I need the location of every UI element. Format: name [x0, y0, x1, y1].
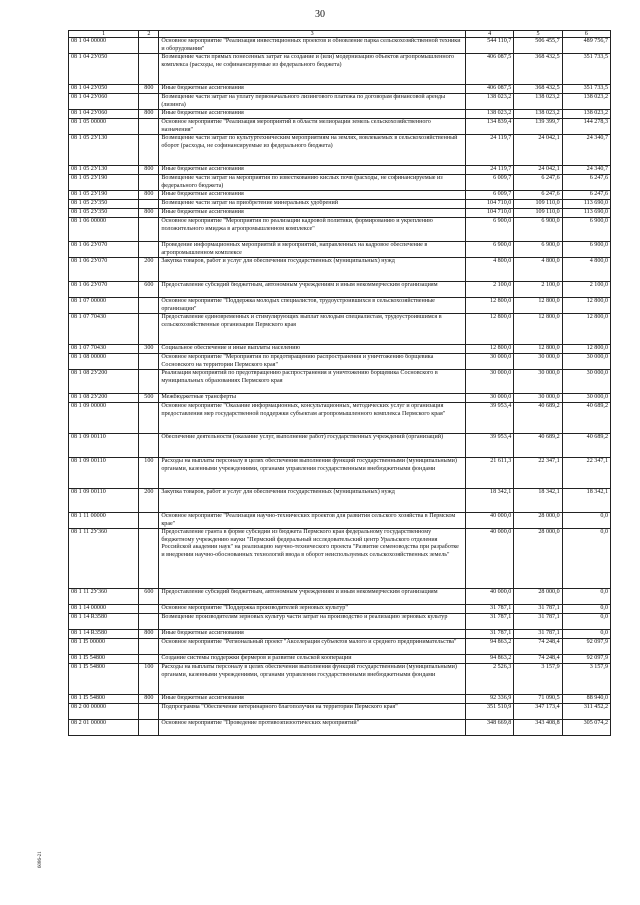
code-cell: 08 1 09 00000	[69, 403, 139, 434]
amount-2023-cell: 0,0	[562, 630, 610, 639]
amount-2021-cell: 406 087,5	[466, 54, 514, 85]
amount-2021-cell: 348 669,8	[466, 720, 514, 736]
expense-type-cell: 800	[139, 85, 159, 94]
amount-2023-cell: 30 000,0	[562, 370, 610, 394]
name-cell: Предоставление субсидий бюджетным, автономным учреждениям и иным некоммерческим организациям	[159, 282, 466, 298]
code-cell: 08 1 06 00000	[69, 218, 139, 242]
table-row	[69, 513, 611, 529]
expense-type-cell	[139, 200, 159, 209]
amount-2021-cell: 12 800,0	[466, 314, 514, 345]
amount-2023-cell: 88 940,0	[562, 695, 610, 704]
amount-2021-cell: 6 009,7	[466, 175, 514, 191]
expense-type-cell	[139, 434, 159, 458]
amount-2023-cell: 22 347,1	[562, 458, 610, 489]
code-cell: 08 1 07 70430	[69, 345, 139, 354]
amount-2021-cell: 24 119,7	[466, 135, 514, 166]
amount-2022-cell: 2 100,0	[514, 282, 562, 298]
name-cell: Предоставление единовременных и стимулирующих выплат молодым специалистам, трудоустроившимся в сельскохозяйственные организации Пермского края	[159, 314, 466, 345]
code-cell: 08 1 05 2У350	[69, 209, 139, 218]
header-cell: 1	[69, 31, 139, 38]
expense-type-cell	[139, 605, 159, 614]
table-row	[69, 314, 611, 345]
amount-2023-cell: 6 247,6	[562, 191, 610, 200]
amount-2022-cell: 368 432,5	[514, 85, 562, 94]
expense-type-cell	[139, 655, 159, 664]
amount-2021-cell: 31 787,1	[466, 614, 514, 630]
code-cell: 08 1 05 00000	[69, 119, 139, 135]
code-cell: 08 1 04 2У050	[69, 85, 139, 94]
name-cell: Межбюджетные трансферты	[159, 394, 466, 403]
amount-2023-cell: 3 157,9	[562, 664, 610, 695]
amount-2022-cell: 71 090,5	[514, 695, 562, 704]
name-cell: Расходы на выплаты персоналу в целях обеспечения выполнения функций государственными (муниципальными) органами, казенными учреждениями, органами управления государственными внебюджетными фондами	[159, 458, 466, 489]
expense-type-cell	[139, 242, 159, 258]
name-cell: Основное мероприятие "Мероприятия по реализации кадровой политики, формированию и укреплению положительного имиджа в агропромышленном комплексе"	[159, 218, 466, 242]
amount-2023-cell: 12 800,0	[562, 298, 610, 314]
code-cell: 08 1 05 2У130	[69, 135, 139, 166]
name-cell: Предоставление субсидий бюджетным, автономным учреждениям и иным некоммерческим организациям	[159, 589, 466, 605]
amount-2022-cell: 40 689,2	[514, 403, 562, 434]
amount-2023-cell: 2 100,0	[562, 282, 610, 298]
code-cell: 08 1 I5 54800	[69, 695, 139, 704]
amount-2021-cell: 30 000,0	[466, 370, 514, 394]
footer-code: 6086-21	[38, 851, 43, 868]
expense-type-cell	[139, 94, 159, 110]
expense-type-cell	[139, 38, 159, 54]
name-cell: Иные бюджетные ассигнования	[159, 85, 466, 94]
table-row	[69, 489, 611, 513]
amount-2022-cell: 109 110,0	[514, 200, 562, 209]
amount-2022-cell: 40 689,2	[514, 434, 562, 458]
amount-2021-cell: 21 611,3	[466, 458, 514, 489]
name-cell: Создание системы поддержки фермеров и развитие сельской кооперации	[159, 655, 466, 664]
amount-2023-cell: 12 800,0	[562, 314, 610, 345]
header-cell: 6	[562, 31, 610, 38]
amount-2021-cell: 2 526,3	[466, 664, 514, 695]
amount-2021-cell: 138 023,2	[466, 94, 514, 110]
name-cell: Закупка товаров, работ и услуг для обеспечения государственных (муниципальных) нужд	[159, 489, 466, 513]
expense-type-cell	[139, 370, 159, 394]
code-cell: 08 2 01 00000	[69, 720, 139, 736]
amount-2023-cell: 6 900,0	[562, 218, 610, 242]
amount-2023-cell: 18 342,1	[562, 489, 610, 513]
amount-2021-cell: 31 787,1	[466, 630, 514, 639]
amount-2021-cell: 31 787,1	[466, 605, 514, 614]
amount-2021-cell: 30 000,0	[466, 394, 514, 403]
table-row	[69, 458, 611, 489]
amount-2023-cell: 351 733,5	[562, 85, 610, 94]
name-cell: Основное мероприятие "Мероприятия по предотвращению распространения и уничтожению борщевика Сосновского на территории Пермского края"	[159, 354, 466, 370]
amount-2021-cell: 24 119,7	[466, 166, 514, 175]
expense-type-cell: 800	[139, 209, 159, 218]
amount-2023-cell: 311 452,2	[562, 704, 610, 720]
code-cell: 08 1 I5 54800	[69, 655, 139, 664]
amount-2021-cell: 138 023,2	[466, 110, 514, 119]
table-row	[69, 529, 611, 589]
amount-2023-cell: 489 756,7	[562, 38, 610, 54]
table-row	[69, 119, 611, 135]
amount-2022-cell: 138 023,2	[514, 94, 562, 110]
code-cell: 08 1 I5 00000	[69, 639, 139, 655]
amount-2023-cell: 12 800,0	[562, 345, 610, 354]
expense-type-cell: 800	[139, 191, 159, 200]
amount-2023-cell: 6 900,0	[562, 242, 610, 258]
amount-2022-cell: 30 000,0	[514, 370, 562, 394]
page-number: 30	[315, 9, 325, 20]
code-cell: 08 1 04 2У060	[69, 110, 139, 119]
amount-2023-cell: 30 000,0	[562, 394, 610, 403]
amount-2021-cell: 351 510,9	[466, 704, 514, 720]
header-row	[69, 31, 611, 38]
amount-2022-cell: 12 800,0	[514, 345, 562, 354]
amount-2021-cell: 104 710,0	[466, 200, 514, 209]
code-cell: 08 1 09 00110	[69, 434, 139, 458]
amount-2022-cell: 6 900,0	[514, 218, 562, 242]
name-cell: Основное мероприятие "Поддержка молодых специалистов, трудоустроившихся в сельскохозяйственные организации"	[159, 298, 466, 314]
expense-type-cell	[139, 720, 159, 736]
table-row	[69, 434, 611, 458]
amount-2023-cell: 0,0	[562, 589, 610, 605]
expense-type-cell: 100	[139, 664, 159, 695]
amount-2021-cell: 134 839,4	[466, 119, 514, 135]
amount-2022-cell: 12 800,0	[514, 314, 562, 345]
code-cell: 08 1 08 00000	[69, 354, 139, 370]
amount-2021-cell: 6 900,0	[466, 218, 514, 242]
name-cell: Иные бюджетные ассигнования	[159, 110, 466, 119]
amount-2022-cell: 368 432,5	[514, 54, 562, 85]
amount-2021-cell: 40 000,0	[466, 513, 514, 529]
amount-2022-cell: 109 110,0	[514, 209, 562, 218]
name-cell: Возмещение производителям зерновых культур части затрат на производство и реализацию зерновых культур	[159, 614, 466, 630]
table-row	[69, 589, 611, 605]
amount-2021-cell: 39 953,4	[466, 403, 514, 434]
expense-type-cell	[139, 218, 159, 242]
code-cell: 08 1 11 2У360	[69, 589, 139, 605]
amount-2022-cell: 3 157,9	[514, 664, 562, 695]
name-cell: Закупка товаров, работ и услуг для обеспечения государственных (муниципальных) нужд	[159, 258, 466, 282]
name-cell: Проведение информационных мероприятий и мероприятий, направленных на кадровое обеспечение в агропромышленном комплексе	[159, 242, 466, 258]
table-row	[69, 403, 611, 434]
table-row	[69, 282, 611, 298]
amount-2021-cell: 94 863,2	[466, 639, 514, 655]
amount-2021-cell: 406 087,5	[466, 85, 514, 94]
amount-2021-cell: 92 336,9	[466, 695, 514, 704]
expense-type-cell	[139, 298, 159, 314]
amount-2021-cell: 104 710,0	[466, 209, 514, 218]
amount-2021-cell: 94 863,2	[466, 655, 514, 664]
amount-2023-cell: 6 247,6	[562, 175, 610, 191]
code-cell: 08 1 11 00000	[69, 513, 139, 529]
table-row	[69, 38, 611, 54]
table-row	[69, 630, 611, 639]
amount-2021-cell: 544 110,7	[466, 38, 514, 54]
code-cell: 08 1 06 2У070	[69, 282, 139, 298]
code-cell: 08 1 09 00110	[69, 458, 139, 489]
name-cell: Основное мероприятие "Реализация инвестиционных проектов и обновление парка сельскохозяйственной техники и оборудования"	[159, 38, 466, 54]
amount-2021-cell: 4 800,0	[466, 258, 514, 282]
amount-2021-cell: 6 009,7	[466, 191, 514, 200]
expense-type-cell	[139, 639, 159, 655]
amount-2023-cell: 92 097,9	[562, 655, 610, 664]
amount-2022-cell: 6 247,6	[514, 175, 562, 191]
table-row	[69, 298, 611, 314]
table-row	[69, 354, 611, 370]
code-cell: 08 1 07 00000	[69, 298, 139, 314]
expense-type-cell	[139, 175, 159, 191]
code-cell: 08 1 04 2У060	[69, 94, 139, 110]
amount-2023-cell: 138 023,2	[562, 94, 610, 110]
amount-2022-cell: 74 248,4	[514, 655, 562, 664]
amount-2023-cell: 92 097,9	[562, 639, 610, 655]
code-cell: 08 1 09 00110	[69, 489, 139, 513]
name-cell: Основное мероприятие "Региональный проект "Акселерация субъектов малого и среднего предпринимательства"	[159, 639, 466, 655]
name-cell: Возмещение части затрат на приобретение минеральных удобрений	[159, 200, 466, 209]
table-row	[69, 394, 611, 403]
name-cell: Иные бюджетные ассигнования	[159, 191, 466, 200]
amount-2021-cell: 12 800,0	[466, 298, 514, 314]
amount-2023-cell: 113 690,0	[562, 209, 610, 218]
table-row	[69, 54, 611, 85]
amount-2023-cell: 0,0	[562, 529, 610, 589]
amount-2021-cell: 39 953,4	[466, 434, 514, 458]
amount-2022-cell: 74 248,4	[514, 639, 562, 655]
amount-2021-cell: 6 900,0	[466, 242, 514, 258]
amount-2021-cell: 30 000,0	[466, 354, 514, 370]
name-cell: Основное мероприятие "Реализация научно-технических проектов для развития сельского хозяйства в Пермском крае"	[159, 513, 466, 529]
amount-2022-cell: 28 000,0	[514, 529, 562, 589]
amount-2023-cell: 40 689,2	[562, 403, 610, 434]
table-row	[69, 345, 611, 354]
table-row	[69, 94, 611, 110]
name-cell: Иные бюджетные ассигнования	[159, 695, 466, 704]
table-row	[69, 664, 611, 695]
expense-type-cell: 500	[139, 394, 159, 403]
code-cell: 08 1 07 70430	[69, 314, 139, 345]
amount-2022-cell: 22 347,1	[514, 458, 562, 489]
header-cell: 4	[466, 31, 514, 38]
amount-2023-cell: 113 690,0	[562, 200, 610, 209]
table-row	[69, 110, 611, 119]
table-row	[69, 242, 611, 258]
amount-2023-cell: 30 000,0	[562, 354, 610, 370]
code-cell: 08 1 I5 54800	[69, 664, 139, 695]
amount-2021-cell: 2 100,0	[466, 282, 514, 298]
table-row	[69, 258, 611, 282]
amount-2022-cell: 12 800,0	[514, 298, 562, 314]
code-cell: 08 1 08 2У200	[69, 394, 139, 403]
table-row	[69, 655, 611, 664]
expense-type-cell: 600	[139, 589, 159, 605]
expense-type-cell	[139, 54, 159, 85]
expense-type-cell: 600	[139, 282, 159, 298]
name-cell: Основное мероприятие "Поддержка производителей зерновых культур"	[159, 605, 466, 614]
table-row	[69, 85, 611, 94]
amount-2023-cell: 40 689,2	[562, 434, 610, 458]
amount-2023-cell: 351 733,5	[562, 54, 610, 85]
header-cell: 5	[514, 31, 562, 38]
name-cell: Реализация мероприятий по предотвращению распространения и уничтожению борщевика Сосновского в муниципальных образованиях Пермского края	[159, 370, 466, 394]
code-cell: 08 1 14 R3580	[69, 630, 139, 639]
amount-2022-cell: 24 042,1	[514, 135, 562, 166]
amount-2022-cell: 30 000,0	[514, 394, 562, 403]
code-cell: 08 1 06 2У070	[69, 258, 139, 282]
amount-2021-cell: 40 000,0	[466, 529, 514, 589]
amount-2023-cell: 24 340,7	[562, 166, 610, 175]
expense-type-cell	[139, 704, 159, 720]
name-cell: Основное мероприятие "Реализация мероприятий в области мелиорации земель сельскохозяйственного назначения"	[159, 119, 466, 135]
amount-2023-cell: 0,0	[562, 614, 610, 630]
name-cell: Возмещение части затрат по культуртехническим мероприятиям на землях, вовлекаемых в сельскохозяйственный оборот (расходы, не софинансируемые из федерального бюджета)	[159, 135, 466, 166]
name-cell: Подпрограмма "Обеспечение ветеринарного благополучия на территории Пермского края"	[159, 704, 466, 720]
amount-2022-cell: 28 000,0	[514, 589, 562, 605]
name-cell: Иные бюджетные ассигнования	[159, 209, 466, 218]
name-cell: Иные бюджетные ассигнования	[159, 166, 466, 175]
amount-2023-cell: 24 340,7	[562, 135, 610, 166]
amount-2023-cell: 4 800,0	[562, 258, 610, 282]
code-cell: 08 1 05 2У190	[69, 175, 139, 191]
amount-2022-cell: 506 455,7	[514, 38, 562, 54]
code-cell: 08 1 14 R3580	[69, 614, 139, 630]
amount-2022-cell: 6 247,6	[514, 191, 562, 200]
amount-2022-cell: 138 023,2	[514, 110, 562, 119]
header-cell: 3	[159, 31, 466, 38]
amount-2022-cell: 343 408,8	[514, 720, 562, 736]
code-cell: 08 1 05 2У350	[69, 200, 139, 209]
amount-2021-cell: 40 000,0	[466, 589, 514, 605]
name-cell: Возмещение части прямых понесенных затрат на создание и (или) модернизацию объектов агропромышленного комплекса (расходы, не софинансируемые из федерального бюджета)	[159, 54, 466, 85]
amount-2022-cell: 31 787,1	[514, 630, 562, 639]
name-cell: Обеспечение деятельности (оказание услуг, выполнение работ) государственных учреждений (организаций)	[159, 434, 466, 458]
table-row	[69, 370, 611, 394]
amount-2023-cell: 138 023,2	[562, 110, 610, 119]
table-row	[69, 218, 611, 242]
amount-2022-cell: 6 900,0	[514, 242, 562, 258]
name-cell: Основное мероприятие "Проведение противоэпизоотических мероприятий"	[159, 720, 466, 736]
code-cell: 08 1 06 2У070	[69, 242, 139, 258]
expense-type-cell	[139, 403, 159, 434]
name-cell: Возмещение части затрат на уплату первоначального лизингового платежа по договорам финансовой аренды (лизинга)	[159, 94, 466, 110]
expense-type-cell	[139, 529, 159, 589]
amount-2021-cell: 18 342,1	[466, 489, 514, 513]
name-cell: Возмещение части затрат на мероприятия по известкованию кислых почв (расходы, не софинансируемые из федерального бюджета)	[159, 175, 466, 191]
table-row	[69, 209, 611, 218]
expense-type-cell: 800	[139, 630, 159, 639]
table-row	[69, 720, 611, 736]
name-cell: Иные бюджетные ассигнования	[159, 630, 466, 639]
amount-2022-cell: 31 787,1	[514, 614, 562, 630]
expense-type-cell	[139, 354, 159, 370]
table-row	[69, 639, 611, 655]
code-cell: 08 1 11 2У360	[69, 529, 139, 589]
name-cell: Основное мероприятие "Оказание информационных, консультационных, методических услуг и организация предоставления мер государственной поддержки субъектам агропромышленного комплекса Пермского края"	[159, 403, 466, 434]
code-cell: 08 1 14 00000	[69, 605, 139, 614]
name-cell: Расходы на выплаты персоналу в целях обеспечения выполнения функций государственными (муниципальными) органами, казенными учреждениями, органами управления государственными внебюджетными фондами	[159, 664, 466, 695]
expense-type-cell	[139, 513, 159, 529]
table-row	[69, 695, 611, 704]
budget-table	[68, 30, 611, 736]
code-cell: 08 1 08 2У200	[69, 370, 139, 394]
amount-2021-cell: 12 800,0	[466, 345, 514, 354]
code-cell: 08 1 04 00000	[69, 38, 139, 54]
expense-type-cell: 800	[139, 166, 159, 175]
table-row	[69, 175, 611, 191]
amount-2022-cell: 31 787,1	[514, 605, 562, 614]
expense-type-cell: 100	[139, 458, 159, 489]
table-row	[69, 704, 611, 720]
table-row	[69, 135, 611, 166]
amount-2022-cell: 18 342,1	[514, 489, 562, 513]
amount-2023-cell: 305 074,2	[562, 720, 610, 736]
name-cell: Социальное обеспечение и иные выплаты населению	[159, 345, 466, 354]
amount-2022-cell: 24 042,1	[514, 166, 562, 175]
table-row	[69, 191, 611, 200]
code-cell: 08 2 00 00000	[69, 704, 139, 720]
amount-2022-cell: 28 000,0	[514, 513, 562, 529]
expense-type-cell: 200	[139, 489, 159, 513]
table-row	[69, 166, 611, 175]
expense-type-cell	[139, 135, 159, 166]
amount-2022-cell: 347 173,4	[514, 704, 562, 720]
name-cell: Предоставление гранта в форме субсидии из бюджета Пермского края федеральному государственному бюджетному учреждению науки "Пермский федеральный исследовательский центр Уральского отделения Российской академии наук" на реализацию научно-технического проекта "Развитие семеноводства при разработке и внедрении научно-обоснованных технологий ввода в оборот неиспользуемых сельскохозяйственных земель"	[159, 529, 466, 589]
expense-type-cell: 200	[139, 258, 159, 282]
expense-type-cell: 800	[139, 695, 159, 704]
amount-2023-cell: 144 278,3	[562, 119, 610, 135]
expense-type-cell: 300	[139, 345, 159, 354]
code-cell: 08 1 04 2У050	[69, 54, 139, 85]
code-cell: 08 1 05 2У190	[69, 191, 139, 200]
expense-type-cell	[139, 119, 159, 135]
amount-2022-cell: 4 800,0	[514, 258, 562, 282]
code-cell: 08 1 05 2У130	[69, 166, 139, 175]
header-cell: 2	[139, 31, 159, 38]
amount-2023-cell: 0,0	[562, 513, 610, 529]
amount-2022-cell: 30 000,0	[514, 354, 562, 370]
expense-type-cell	[139, 614, 159, 630]
expense-type-cell	[139, 314, 159, 345]
table-row	[69, 200, 611, 209]
table-row	[69, 614, 611, 630]
table-row	[69, 605, 611, 614]
amount-2022-cell: 139 399,7	[514, 119, 562, 135]
expense-type-cell: 800	[139, 110, 159, 119]
amount-2023-cell: 0,0	[562, 605, 610, 614]
